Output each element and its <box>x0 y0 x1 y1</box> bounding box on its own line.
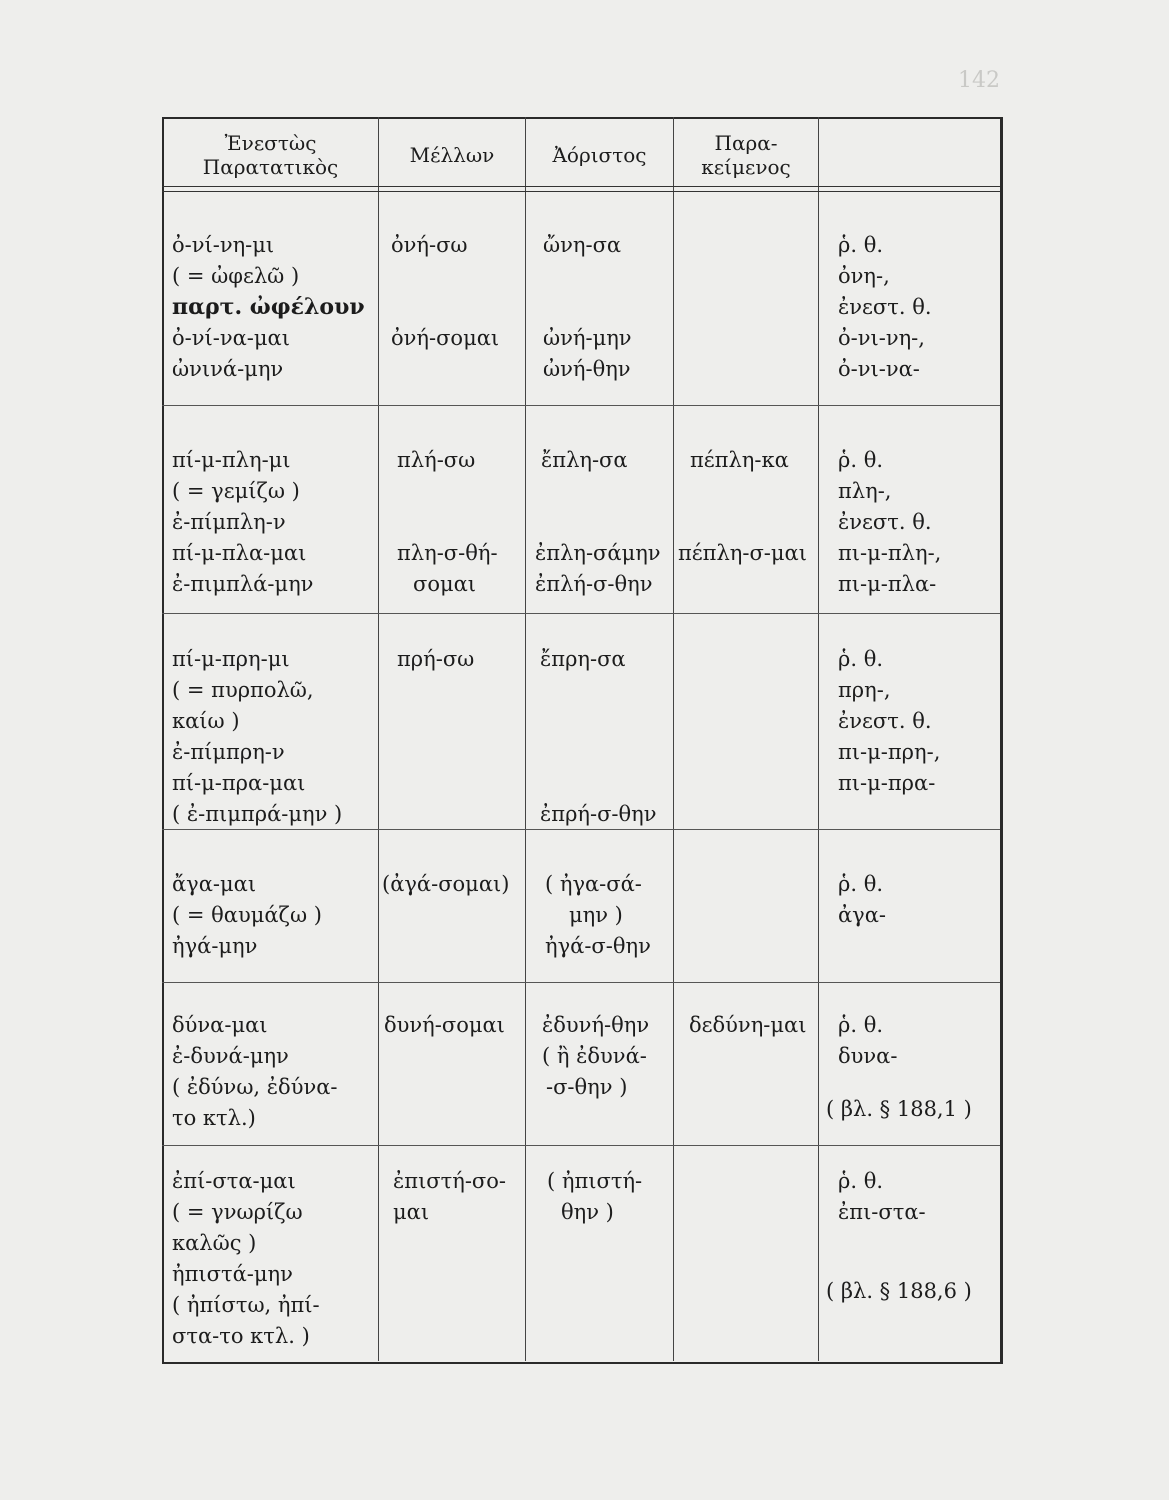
stem-cell: ῥ. θ. δυνα- <box>838 1013 898 1068</box>
present-cell: πί-μ-πλη-μι ( = γεμίζω ) ἐ-πίμπλη-ν πί-μ-πλα-μαι ἐ-πιμπλά-μην <box>172 448 314 596</box>
row-divider <box>162 1145 1000 1146</box>
stem-cell: ῥ. θ. ἀγα- <box>838 872 887 927</box>
present-cell: ὀ-νί-νη-μι ( = ὠφελῶ ) παρτ. ὠφέλουν ὀ-νί-να-μαι ὠνινά-μην <box>172 233 365 381</box>
column-divider <box>673 117 674 1361</box>
stem-cell: ῥ. θ. πρη-, ἐνεστ. θ. πι-μ-πρη-, πι-μ-πρα- <box>838 647 941 795</box>
row-divider <box>162 405 1000 406</box>
future-cell: δυνή-σομαι <box>384 1013 505 1037</box>
future-cell: πλή-σω πλη-σ-θή- σομαι <box>397 448 498 596</box>
header-aorist: Ἀόριστος <box>552 143 647 167</box>
column-divider <box>818 117 819 1361</box>
aorist-cell: ἐδυνή-θην ( ἢ ἐδυνά- -σ-θην ) <box>542 1013 650 1099</box>
stem-cell: ῥ. θ. ὀνη-, ἐνεστ. θ. ὀ-νι-νη-, ὀ-νι-να- <box>838 233 932 381</box>
page-number: 142 <box>958 68 1000 93</box>
aorist-cell: ἔπρη-σα ἐπρή-σ-θην <box>540 647 657 826</box>
header-perfect: Παρα- κείμενος <box>701 131 791 179</box>
perfect-cell: δεδύνη-μαι <box>689 1013 807 1037</box>
section-reference: ( βλ. § 188,6 ) <box>826 1279 972 1303</box>
future-cell: (ἀγά-σομαι) <box>382 872 510 896</box>
present-cell: ἄγα-μαι ( = θαυμάζω ) ἠγά-μην <box>172 872 322 958</box>
stem-cell: ῥ. θ. πλη-, ἐνεστ. θ. πι-μ-πλη-, πι-μ-πλα- <box>838 448 942 596</box>
future-cell: πρή-σω <box>397 647 475 671</box>
section-reference: ( βλ. § 188,1 ) <box>826 1097 972 1121</box>
row-divider <box>162 982 1000 983</box>
header-future: Μέλλων <box>409 143 495 167</box>
future-cell: ἐπιστή-σο- μαι <box>393 1169 507 1224</box>
header-present: Ἐνεστὼς Παρατατικὸς <box>202 131 339 179</box>
stem-cell: ῥ. θ. ἐπι-στα- <box>838 1169 926 1224</box>
column-divider <box>378 117 379 1361</box>
present-cell: ἐπί-στα-μαι ( = γνωρίζω καλῶς ) ἠπιστά-μην ( ἠπίστω, ἠπί- στα-το κτλ. ) <box>172 1169 320 1348</box>
future-cell: ὀνή-σω ὀνή-σομαι <box>391 233 500 350</box>
aorist-cell: ( ἠγα-σά- μην ) ἠγά-σ-θην <box>545 872 651 958</box>
present-cell: πί-μ-πρη-μι ( = πυρπολῶ, καίω ) ἐ-πίμπρη-ν πί-μ-πρα-μαι ( ἐ-πιμπρά-μην ) <box>172 647 343 826</box>
row-divider <box>162 613 1000 614</box>
aorist-cell: ( ἠπιστή- θην ) <box>547 1169 643 1224</box>
aorist-cell: ὤνη-σα ὠνή-μην ὠνή-θην <box>543 233 632 381</box>
column-divider <box>525 117 526 1361</box>
header-divider <box>162 186 1000 192</box>
aorist-cell: ἔπλη-σα ἐπλη-σάμην ἐπλή-σ-θην <box>535 448 661 596</box>
perfect-cell: πέπλη-κα πέπλη-σ-μαι <box>678 448 807 565</box>
present-cell: δύνα-μαι ἐ-δυνά-μην ( ἐδύνω, ἐδύνα- το κτλ.) <box>172 1013 338 1130</box>
